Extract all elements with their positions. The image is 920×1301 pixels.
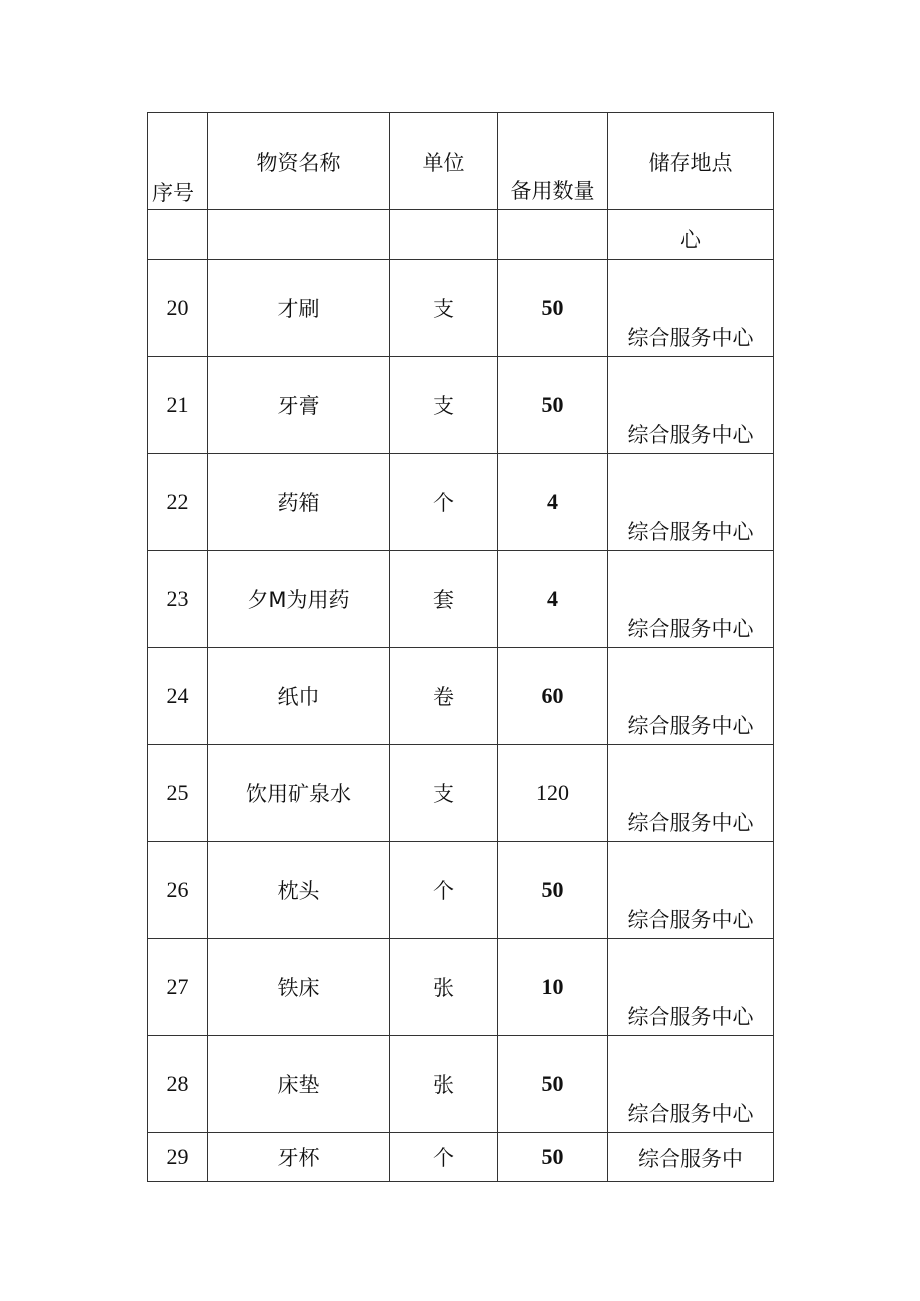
row-index: 24 — [166, 683, 189, 708]
row-unit-cell — [390, 648, 498, 745]
row-unit: 支 — [433, 394, 454, 418]
header-unit-cell — [390, 113, 498, 210]
row-index: 22 — [166, 489, 189, 514]
row-quantity-cell — [498, 454, 608, 551]
row-quantity-cell — [498, 357, 608, 454]
row-name: 药箱 — [277, 491, 320, 515]
row-name-cell — [208, 357, 390, 454]
row-location-cell — [608, 357, 774, 454]
row-name: 纸巾 — [277, 685, 320, 709]
row-quantity: 4 — [547, 489, 558, 514]
row-location: 综合服务中心 — [627, 811, 754, 835]
row-quantity: 50 — [541, 392, 564, 417]
row-quantity: 50 — [541, 1071, 564, 1096]
header-name: 物资名称 — [256, 151, 341, 175]
table-row — [148, 551, 774, 648]
row-index-cell — [148, 842, 208, 939]
inventory-table — [147, 112, 774, 1182]
row-quantity-cell — [498, 551, 608, 648]
continuation-empty-cell — [148, 210, 208, 260]
row-location-cell — [608, 454, 774, 551]
table-row — [148, 1133, 774, 1182]
continuation-empty-cell — [208, 210, 390, 260]
row-unit-cell — [390, 1133, 498, 1182]
row-index-cell — [148, 1133, 208, 1182]
row-location: 综合服务中心 — [627, 423, 754, 447]
row-name: 铁床 — [277, 976, 320, 1000]
row-index-cell — [148, 745, 208, 842]
document-page — [147, 112, 773, 1182]
row-quantity: 10 — [541, 974, 564, 999]
row-index-cell — [148, 454, 208, 551]
row-unit: 个 — [433, 491, 454, 515]
row-location: 综合服务中心 — [627, 326, 754, 350]
table-row — [148, 745, 774, 842]
row-location: 综合服务中心 — [627, 617, 754, 641]
row-index-cell — [148, 939, 208, 1036]
row-quantity-cell — [498, 1036, 608, 1133]
row-location: 综合服务中心 — [627, 520, 754, 544]
row-name: 饮用矿泉水 — [246, 782, 351, 806]
row-index: 26 — [166, 877, 189, 902]
continuation-location: 心 — [680, 228, 701, 252]
row-unit: 套 — [433, 588, 454, 612]
row-location: 综合服务中心 — [627, 1005, 754, 1029]
row-name: 枕头 — [277, 879, 320, 903]
row-name: 牙膏 — [277, 394, 320, 418]
row-unit-cell — [390, 842, 498, 939]
row-location-cell — [608, 551, 774, 648]
row-index: 25 — [166, 780, 189, 805]
row-unit-cell — [390, 1036, 498, 1133]
table-row — [148, 939, 774, 1036]
row-index-cell — [148, 357, 208, 454]
header-location-cell — [608, 113, 774, 210]
row-name-cell — [208, 648, 390, 745]
row-unit-cell — [390, 745, 498, 842]
table-row — [148, 454, 774, 551]
row-name-cell — [208, 745, 390, 842]
row-name-cell — [208, 260, 390, 357]
row-location: 综合服务中心 — [627, 1102, 754, 1126]
header-name-cell — [208, 113, 390, 210]
row-index: 28 — [166, 1071, 189, 1096]
row-quantity: 4 — [547, 586, 558, 611]
row-unit: 张 — [433, 1073, 454, 1097]
row-name: 夕M为用药 — [247, 588, 350, 612]
row-location: 综合服务中 — [638, 1147, 743, 1171]
row-name: 才刷 — [277, 297, 320, 321]
row-quantity: 60 — [541, 683, 564, 708]
row-unit: 支 — [433, 297, 454, 321]
row-quantity-cell — [498, 1133, 608, 1182]
row-index: 20 — [166, 295, 189, 320]
row-unit: 张 — [433, 976, 454, 1000]
header-index-cell — [148, 113, 208, 210]
row-index: 23 — [166, 586, 189, 611]
row-unit-cell — [390, 551, 498, 648]
continuation-location-cell — [608, 210, 774, 260]
row-name-cell — [208, 454, 390, 551]
header-index: 序号 — [152, 181, 194, 205]
row-quantity-cell — [498, 648, 608, 745]
row-quantity-cell — [498, 842, 608, 939]
row-name-cell — [208, 1133, 390, 1182]
row-index: 29 — [166, 1144, 189, 1169]
row-unit-cell — [390, 260, 498, 357]
row-unit: 个 — [433, 1146, 454, 1170]
row-location-cell — [608, 1133, 774, 1182]
header-quantity-cell — [498, 113, 608, 210]
row-quantity-cell — [498, 745, 608, 842]
row-location-cell — [608, 1036, 774, 1133]
header-unit: 单位 — [422, 151, 465, 175]
row-name-cell — [208, 1036, 390, 1133]
row-quantity: 50 — [541, 877, 564, 902]
row-quantity: 50 — [541, 1144, 564, 1169]
row-unit-cell — [390, 357, 498, 454]
row-unit: 支 — [433, 782, 454, 806]
row-index: 21 — [166, 392, 189, 417]
table-row — [148, 842, 774, 939]
row-index-cell — [148, 551, 208, 648]
row-location-cell — [608, 648, 774, 745]
row-name-cell — [208, 939, 390, 1036]
row-unit-cell — [390, 939, 498, 1036]
row-quantity-cell — [498, 939, 608, 1036]
row-index: 27 — [166, 974, 189, 999]
table-row — [148, 260, 774, 357]
table-continuation-row — [148, 210, 774, 260]
table-row — [148, 648, 774, 745]
continuation-empty-cell — [390, 210, 498, 260]
row-name-cell — [208, 551, 390, 648]
row-location-cell — [608, 939, 774, 1036]
row-quantity: 120 — [536, 780, 569, 805]
row-name: 牙杯 — [277, 1146, 320, 1170]
row-quantity: 50 — [541, 295, 564, 320]
row-index-cell — [148, 648, 208, 745]
table-row — [148, 357, 774, 454]
table-header-row — [148, 113, 774, 210]
row-unit: 个 — [433, 879, 454, 903]
row-name: 床垫 — [277, 1073, 320, 1097]
row-location-cell — [608, 260, 774, 357]
row-location-cell — [608, 745, 774, 842]
header-location: 储存地点 — [648, 151, 733, 175]
row-location: 综合服务中心 — [627, 908, 754, 932]
header-quantity: 备用数量 — [510, 179, 595, 203]
row-name-cell — [208, 842, 390, 939]
row-quantity-cell — [498, 260, 608, 357]
row-index-cell — [148, 1036, 208, 1133]
row-index-cell — [148, 260, 208, 357]
table-row — [148, 1036, 774, 1133]
row-unit-cell — [390, 454, 498, 551]
row-unit: 卷 — [433, 685, 454, 709]
row-location-cell — [608, 842, 774, 939]
row-location: 综合服务中心 — [627, 714, 754, 738]
continuation-empty-cell — [498, 210, 608, 260]
